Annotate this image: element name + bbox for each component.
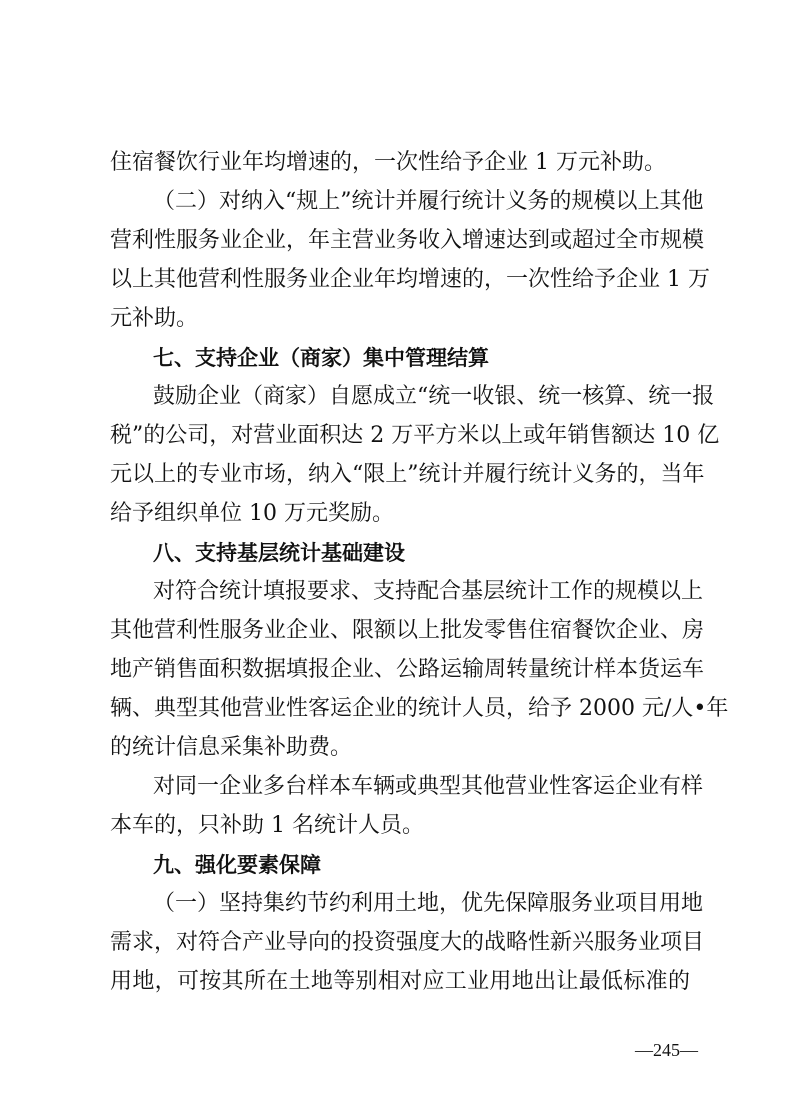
section-heading: 九、强化要素保障 — [153, 853, 321, 877]
paragraph-line: 以上其他营利性服务业企业年均增速的，一次性给予企业 1 万 — [110, 267, 710, 292]
section-heading: 八、支持基层统计基础建设 — [153, 541, 405, 565]
paragraph-line: 住宿餐饮行业年均增速的，一次性给予企业 1 万元补助。 — [110, 150, 666, 175]
paragraph-line: 地产销售面积数据填报企业、公路运输周转量统计样本货运车 — [110, 657, 705, 682]
paragraph-line: 元补助。 — [110, 306, 199, 331]
paragraph-line: 元以上的专业市场，纳入“限上”统计并履行统计义务的，当年 — [110, 462, 705, 487]
paragraph-line: 对符合统计填报要求、支持配合基层统计工作的规模以上 — [153, 579, 704, 604]
paragraph-line: 营利性服务业企业，年主营业务收入增速达到或超过全市规模 — [110, 228, 705, 253]
paragraph-line: 其他营利性服务业企业、限额以上批发零售住宿餐饮企业、房 — [110, 618, 705, 643]
paragraph-line: 需求，对符合产业导向的投资强度大的战略性新兴服务业项目 — [110, 930, 705, 955]
paragraph-line: 对同一企业多台样本车辆或典型其他营业性客运企业有样 — [153, 774, 704, 799]
page-number: —245— — [635, 1040, 698, 1060]
paragraph-line: 的统计信息采集补助费。 — [110, 735, 353, 760]
paragraph-line: （二）对纳入“规上”统计并履行统计义务的规模以上其他 — [153, 189, 704, 214]
paragraph-line: 鼓励企业（商家）自愿成立“统一收银、统一核算、统一报 — [153, 384, 715, 409]
paragraph-line: （一）坚持集约节约利用土地，优先保障服务业项目用地 — [153, 891, 704, 916]
paragraph-line: 税”的公司，对营业面积达 2 万平方米以上或年销售额达 10 亿 — [110, 423, 720, 448]
paragraph-line: 辆、典型其他营业性客运企业的统计人员，给予 2000 元/人•年 — [110, 696, 729, 721]
paragraph-line: 本车的，只补助 1 名统计人员。 — [110, 813, 424, 838]
paragraph-line: 用地，可按其所在土地等别相对应工业用地出让最低标准的 — [110, 969, 690, 994]
paragraph-line: 给予组织单位 10 万元奖励。 — [110, 501, 394, 526]
section-heading: 七、支持企业（商家）集中管理结算 — [153, 346, 489, 370]
